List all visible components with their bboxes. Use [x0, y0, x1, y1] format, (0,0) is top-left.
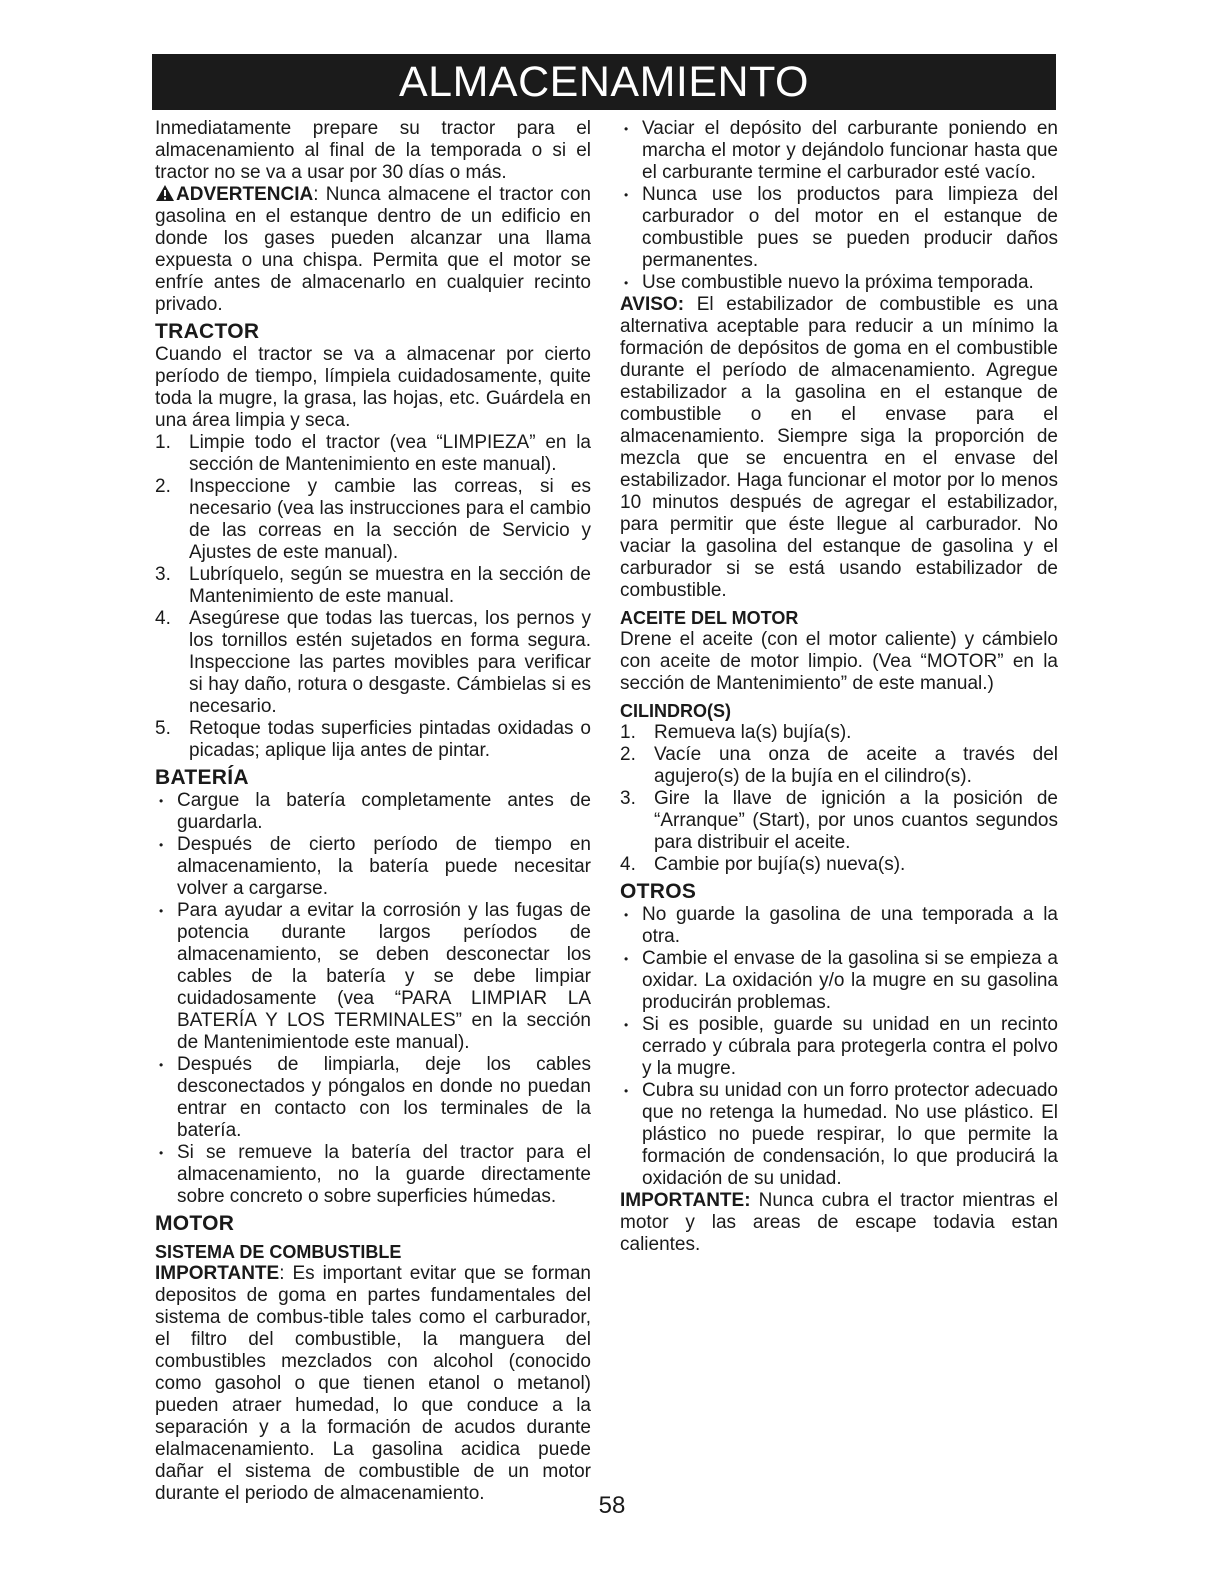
otros-important-paragraph: IMPORTANTE: Nunca cubra el tractor mientras el motor y las areas de escape todavia estan calientes. [620, 1190, 1058, 1255]
page-number: 58 [598, 1492, 626, 1519]
bateria-heading: BATERÍA [155, 766, 249, 789]
intro-paragraph: Inmediatamente prepare su tractor para el almacenamiento al final de la temporada o si el tractor no se va a usar por 30 días o más. [155, 118, 591, 183]
warning-paragraph [155, 184, 591, 316]
tractor-steps [155, 432, 591, 762]
list-item: 4. Asegúrese que todas las tuercas, los pernos y los tornillos estén sujetados en forma segura. Inspeccione las partes movibles para verificar si hay daño, rotura o desgaste. Cámbielas si es necesario. [155, 608, 591, 717]
list-item: • Después de limpiarla, deje los cables desconectados y póngalos en donde no puedan entrar en contacto con los terminales de la batería. [159, 1054, 591, 1141]
list-item: 2. Vacíe una onza de aceite a través del agujero(s) de la bujía en el cilindro(s). [620, 744, 1058, 787]
list-item: 3. Gire la llave de ignición a la posición de “Arranque” (Start), por unos cuantos segundos para distribuir el aceite. [620, 788, 1058, 853]
list-item: • Cargue la batería completamente antes de guardarla. [159, 790, 591, 833]
otros-heading: OTROS [620, 880, 697, 903]
fuel-list [620, 118, 1058, 294]
fuel-system-subheading: SISTEMA DE COMBUSTIBLE [155, 1242, 402, 1262]
list-item: • Use combustible nuevo la próxima temporada. [624, 272, 1034, 293]
right-column [620, 118, 1058, 1256]
warning-text: : Nunca almacene el tractor con gasolina en el estanque dentro de un edificio en donde los gases pueden alcanzar una llama expuesta o una chispa. Permita que el motor se enfríe antes de almacenarlo en cualquier recinto privado. [155, 184, 591, 315]
fuel-important-paragraph: IMPORTANTE: Es important evitar que se forman depositos de goma en partes fundamentales del sistema de combus-tible tales como el carburador, el filtro del combustible, la manguera del combustibles mezclados con alcohol (conocido como gasohol o que tienen etanol o metanol) pueden atraer humedad, lo que conduce a la separación y a la formación de acudos durante elalmacenamiento. La gasolina acidica puede dañar el sistema de combustible de un motor durante el periodo de almacenamiento. [155, 1263, 591, 1504]
cilindros-steps [620, 722, 1058, 876]
aceite-paragraph: Drene el aceite (con el motor caliente) y cámbielo con aceite de motor limpio. (Vea “MOTOR” en la sección de Mantenimiento” de este manual.) [620, 629, 1058, 694]
aceite-heading: ACEITE DEL MOTOR [620, 608, 799, 628]
list-item: • Para ayudar a evitar la corrosión y las fugas de potencia durante largos períodos de almacenamiento, se deben desconectar los cables de la batería y se debe limpiar cuidadosamente (vea “PARA LIMPIAR LA BATERÍA Y LOS TERMINALES” en la sección de Mantenimientode este manual). [159, 900, 591, 1053]
list-item: 1. Limpie todo el tractor (vea “LIMPIEZA” en la sección de Mantenimiento en este manual). [155, 432, 591, 475]
list-item: • Vaciar el depósito del carburante poniendo en marcha el motor y dejándolo funcionar hasta que el carburante termine el carburador esté vacío. [624, 118, 1058, 183]
section-title-banner: ALMACENAMIENTO [152, 54, 1056, 110]
list-item: 1. Remueva la(s) bujía(s). [620, 722, 852, 743]
list-item: 3. Lubríquelo, según se muestra en la sección de Mantenimiento de este manual. [155, 564, 591, 607]
warning-label: ADVERTENCIA [176, 184, 314, 205]
list-item: 5. Retoque todas superficies pintadas oxidadas o picadas; aplique lija antes de pintar. [155, 718, 591, 761]
aviso-paragraph: AVISO: El estabilizador de combustible es una alternativa aceptable para reducir a un mínimo la formación de depósitos de goma en el combustible durante el período de almacenamiento. Agregue estabilizador a la gasolina en el estanque de combustible o en el envase para el almacenamiento. Siempre siga la proporción de mezcla que se encuentra en el envase del estabilizador. Haga funcionar el motor por lo menos 10 minutos después de agregar el estabilizador, para permitir que éste llegue al carburador. No vaciar la gasolina del estanque de gasolina y el carburador si se está usando estabilizador de combustible. [620, 294, 1058, 601]
list-item: • Después de cierto período de tiempo en almacenamiento, la batería puede necesitar volver a cargarse. [159, 834, 591, 899]
list-item: • Cambie el envase de la gasolina si se empieza a oxidar. La oxidación y/o la mugre en su gasolina producirán problemas. [624, 948, 1058, 1013]
bateria-list [155, 790, 591, 1208]
list-item: • Nunca use los productos para limpieza del carburador o del motor en el estanque de combustible pues se pueden producir daños permanentes. [624, 184, 1058, 271]
list-item: • No guarde la gasolina de una temporada a la otra. [624, 904, 1058, 947]
list-item: • Si es posible, guarde su unidad en un recinto cerrado y cúbrala para protegerla contra el polvo y la mugre. [624, 1014, 1058, 1079]
cilindros-heading: CILINDRO(S) [620, 701, 731, 721]
motor-heading: MOTOR [155, 1212, 235, 1235]
list-item: • Si se remueve la batería del tractor para el almacenamiento, no la guarde directamente sobre concreto o sobre superficies húmedas. [159, 1142, 591, 1207]
tractor-intro: Cuando el tractor se va a almacenar por cierto período de tiempo, límpiela cuidadosamente, quite toda la mugre, la grasa, las hojas, etc. Guárdela en una área limpia y seca. [155, 344, 591, 431]
list-item: 2. Inspeccione y cambie las correas, si es necesario (vea las instrucciones para el cambio de las correas en la sección de Servicio y Ajustes de este manual). [155, 476, 591, 563]
tractor-heading: TRACTOR [155, 320, 260, 343]
list-item: 4. Cambie por bujía(s) nueva(s). [620, 854, 906, 875]
warning-triangle-icon [155, 184, 175, 202]
otros-list [620, 904, 1058, 1190]
left-column [155, 118, 591, 1505]
list-item: • Cubra su unidad con un forro protector adecuado que no retenga la humedad. No use plástico. El plástico no puede respirar, lo que permite la formación de condensación, lo que producirá la oxidación de su unidad. [624, 1080, 1058, 1189]
